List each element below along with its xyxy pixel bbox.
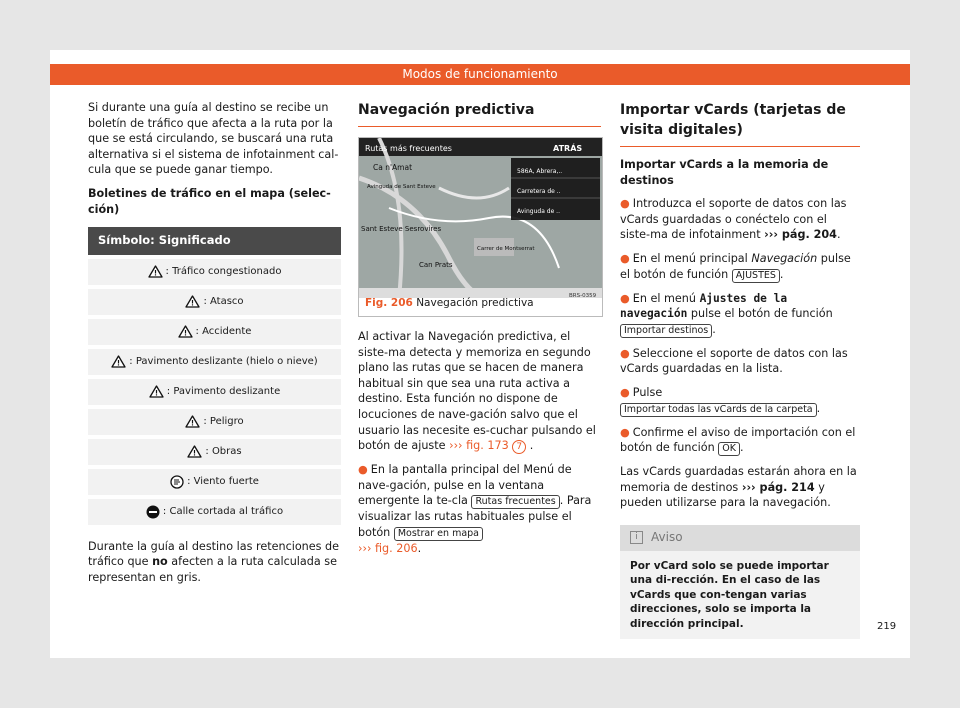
figure-code: BRS-0359 [569,293,597,299]
step-3-text: En el menú [632,291,696,305]
column-vcards [620,100,860,639]
symbol-row [88,379,341,405]
bullet-icon: ● [620,385,630,399]
bullet-icon: ● [620,346,630,360]
warning-triangle-ice-icon [111,355,126,368]
symbol-label: : Pavimento deslizante [166,385,281,397]
step-4 [620,346,860,377]
bullet-icon: ● [620,251,630,265]
step-2-text: En el menú principal [632,251,748,265]
road-closed-icon [146,505,160,519]
notice-box [620,525,860,639]
vcards-title: Importar vCards (tarjetas de visita digitales) [620,100,860,147]
map-label-1: Ca n'Amat [373,163,413,172]
intro-paragraph: Si durante una guía al destino se recibe un boletín de tráfico que afecta a la ruta por la que se está circulando, se buscará una ruta alternativa si el sistema de infotainment cal-cula que se puede ganar tiempo. [88,101,339,177]
ref-number-7 [512,440,526,454]
map-label-6: Can Prats [419,261,453,269]
symbol-row [88,289,341,315]
step-3: ● En el menú Ajustes de la navegación pulse el botón de función Importar destinos . [620,291,833,336]
predictive-text-3: . Para visualizar las rutas habituales pulse el botón [358,494,592,539]
symbol-label: : Accidente [195,325,252,337]
map-label-5: Carrer de Montserrat [477,246,535,252]
fig-reference-206[interactable]: ››› fig. 206 [358,541,418,555]
symbol-label: : Obras [205,445,242,457]
column-predictive [358,100,601,565]
navigation-menu-name: Navegación [751,251,818,265]
vcards-subheading: Importar vCards a la memoria de destinos [620,158,829,187]
page-reference-214[interactable]: ››› pág. 214 [741,480,815,494]
warning-triangle-traffic-icon [148,265,163,278]
import-destinations-button[interactable]: Importar destinos [620,324,712,338]
map-label-3: Avinguda de Sant Esteve [367,184,436,190]
step-5-text: Pulse [632,385,663,399]
notice-header [620,525,860,551]
chapter-title: Modos de funcionamiento [402,67,558,81]
warning-triangle-slippery-icon [149,385,164,398]
step-6: ● Confirme el aviso de importación con el botón de función OK . [620,425,856,455]
final-text-end: y pueden utilizarse para la navegación. [620,480,831,510]
wind-icon [170,475,184,489]
figure-206 [358,137,603,317]
show-on-map-button[interactable]: Mostrar en mapa [394,527,483,541]
page-number: 219 [877,621,897,632]
outro-text: Durante la guía al destino las retenciones de tráfico que [88,539,340,569]
bullet-icon: ● [358,463,368,477]
step-1: ● Introduzca el soporte de datos con las vCards guardadas o conéctelo con el siste-ma de infotainment ››› pág. 204. [620,197,847,242]
fig-reference-173[interactable]: ››› fig. 173 [449,439,509,453]
route-item-2[interactable]: Carretera de .. [517,188,561,195]
column-traffic [88,100,341,594]
notice-title: Aviso [651,529,683,544]
bullet-icon: ● [620,425,630,439]
step-2: ● En el menú principal Navegación pulse el botón de función AJUSTES . [620,251,851,281]
traffic-subheading: Boletines de tráfico en el mapa (selec-ción) [88,186,331,216]
figure-caption-text: Navegación predictiva [416,297,534,310]
bullet-icon: ● [620,197,630,211]
outro-text-end: afecten a la ruta calculada se representan en gris. [88,555,337,584]
warning-triangle-works-icon [187,445,202,458]
page-reference-204[interactable]: ››› pág. 204 [764,228,837,242]
predictive-text-1: Al activar la Navegación predictiva, el siste-ma detecta y memoriza en segundo plano las rutas que se hacen de manera habitual sin que sea una ruta activa a destino. Esta función no dispone de locuciones de nave-gación salvo que el usuario las necesite es-cuchar pulsando el botón de ajuste [358,330,596,453]
symbol-row [88,409,341,435]
import-all-vcards-button[interactable]: Importar todas las vCards de la carpeta [620,403,817,417]
chapter-header [50,64,910,85]
step-5: ● Pulse Importar todas las vCards de la carpeta . [620,385,821,415]
step-6-text: Confirme el aviso de importación con el botón de función [620,425,856,455]
info-icon: i [630,531,643,544]
symbol-row [88,439,341,465]
symbol-row [88,349,341,375]
symbol-label: : Viento fuerte [187,475,259,487]
frequent-routes-button[interactable]: Rutas frecuentes [471,495,559,509]
final-text: Las vCards guardadas estarán ahora en la memoria de destinos [620,465,857,494]
navigation-settings-menu-name: Ajustes de la navegación [620,291,788,321]
map-label-4: Sant Esteve Sesrovires [361,225,442,233]
predictive-title: Navegación predictiva [358,100,601,127]
symbol-row [88,319,341,345]
back-button[interactable]: ATRÁS [553,144,583,153]
outro-bold: no [152,555,168,569]
symbol-label: : Calle cortada al tráfico [162,505,284,517]
predictive-paragraph-1: Al activar la Navegación predictiva, el siste-ma detecta y memoriza en segundo plano las rutas que se hacen de manera habitual sin que sea una ruta activa a destino. Esta función no dispone de locuciones de nave-gación salvo que el usuario las necesite es-cuchar pulsando el botón de ajuste ››› fig. 173 7 . [358,330,596,453]
vcards-final-paragraph [620,464,860,511]
ref-number-text: 7 [516,442,523,453]
step-3-text-mid: pulse el botón de función [690,307,833,321]
symbol-row [88,499,341,525]
symbol-label: : Peligro [203,415,244,427]
symbol-row [88,259,341,285]
warning-triangle-jam-icon [185,295,200,308]
warning-triangle-accident-icon [178,325,193,338]
settings-button[interactable]: AJUSTES [732,269,780,283]
route-item-1[interactable]: 586A, Abrera,.. [517,168,563,175]
route-item-3[interactable]: Avinguda de .. [517,208,560,215]
step-4-text: Seleccione el soporte de datos con las vCards guardadas en la lista. [620,346,848,376]
symbol-table-header: Símbolo: Significado [88,227,341,255]
predictive-paragraph-2 [358,462,601,556]
figure-caption [365,296,534,312]
step-2-text-mid: pulse el botón de función [620,251,851,281]
warning-triangle-danger-icon [185,415,200,428]
period: . [417,541,422,555]
symbol-label: : Pavimento deslizante (hielo o nieve) [129,355,318,367]
symbol-label: : Atasco [203,295,244,307]
symbol-table [88,259,341,525]
outro-paragraph [88,539,341,586]
figure-number: Fig. 206 [365,297,413,310]
bullet-icon: ● [620,291,630,305]
notice-body: Por vCard solo se puede importar una di-rección. En el caso de las vCards que con-tengan varias direcciones, solo se importa la dirección principal. [630,559,829,630]
symbol-label: : Tráfico congestionado [165,265,282,277]
symbol-row [88,469,341,495]
predictive-text-2: En la pantalla principal del Menú de nave-gación, pulse en la ventana emergente la te-cla [358,463,572,508]
screen-title: Rutas más frecuentes [365,144,452,153]
ok-button[interactable]: OK [718,442,740,456]
step-1-text: Introduzca el soporte de datos con las vCards guardadas o conéctelo con el siste-ma de infotainment [620,197,847,242]
